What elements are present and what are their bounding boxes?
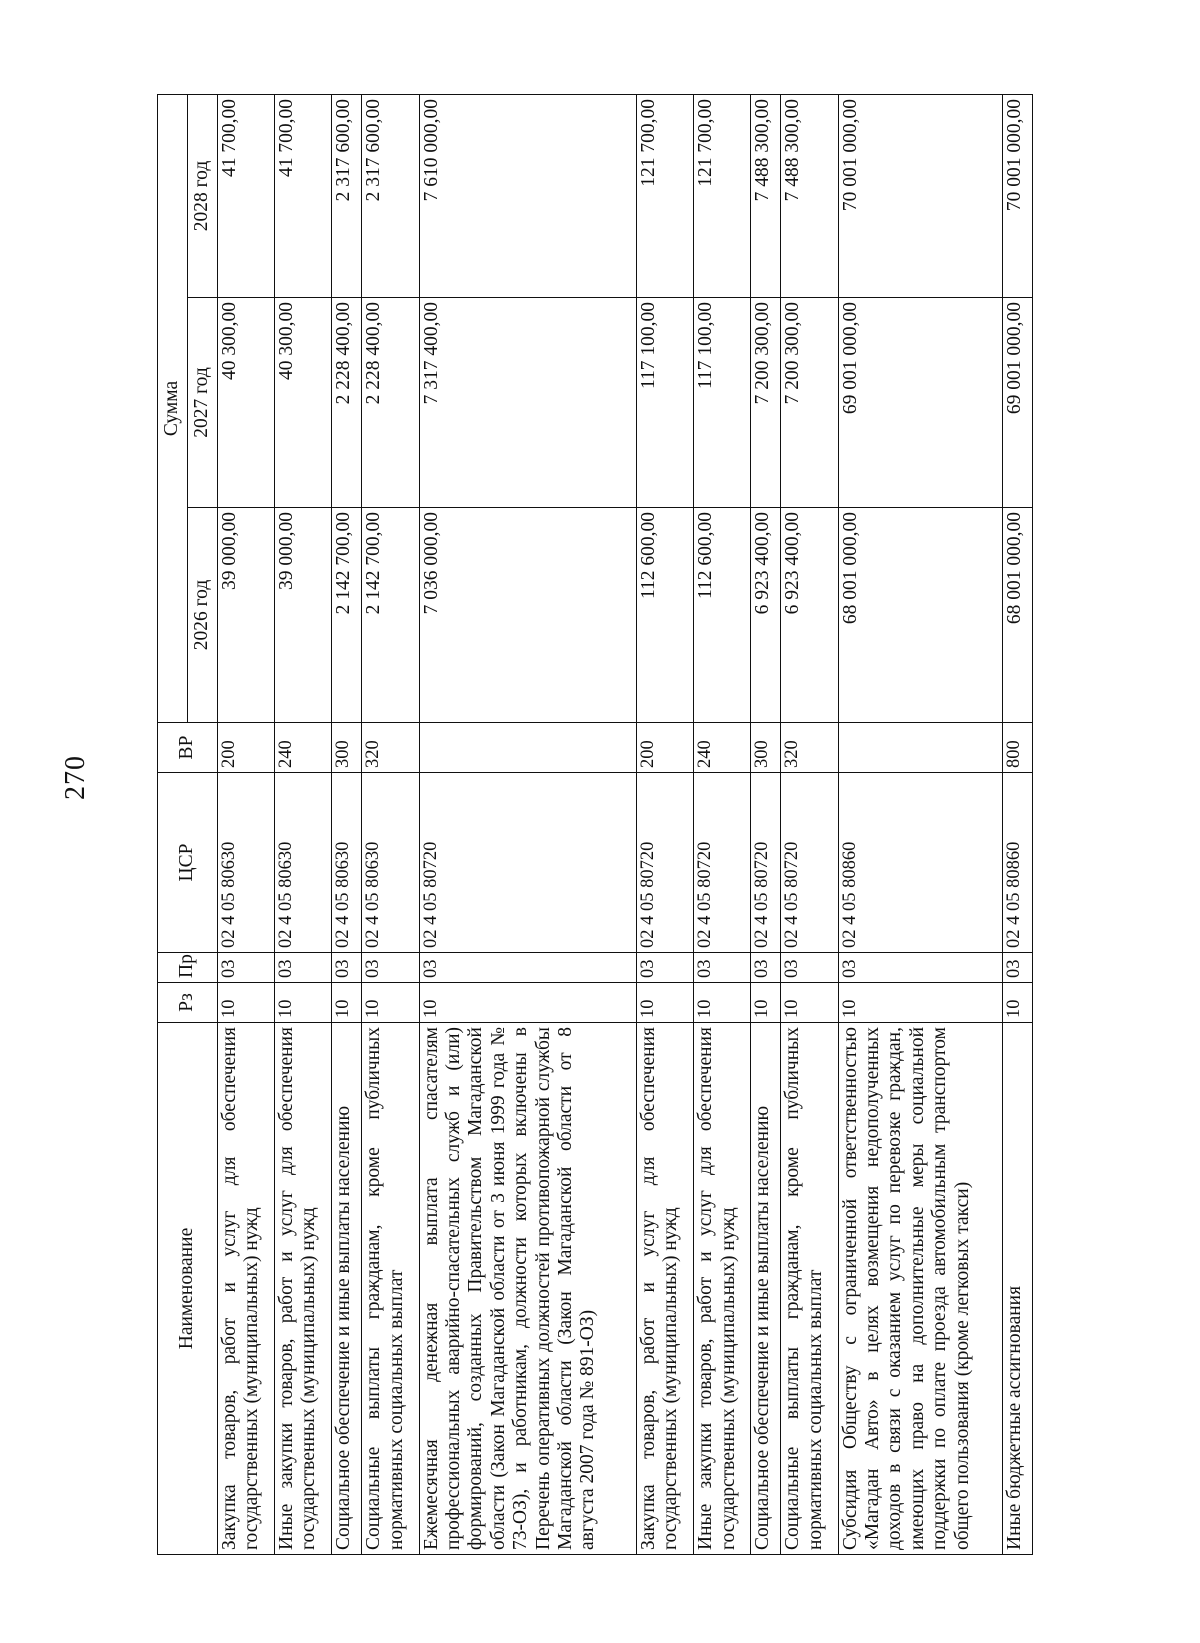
row-csr: 02 4 05 80860: [1002, 773, 1032, 953]
table-row: [637, 95, 694, 1555]
row-rz: 10: [1002, 983, 1032, 1023]
row-rz: 10: [218, 983, 275, 1023]
row-sum-2027: 40 300,00: [218, 298, 275, 508]
row-rz: 10: [781, 983, 838, 1023]
row-vr: [838, 723, 1002, 773]
row-vr: 300: [332, 723, 362, 773]
row-rz: 10: [694, 983, 751, 1023]
row-sum-2026: 68 001 000,00: [838, 508, 1002, 723]
row-vr: [419, 723, 637, 773]
row-sum-2028: 7 488 300,00: [781, 95, 838, 298]
rotated-table-container: [157, 95, 1033, 1555]
row-pr: 03: [751, 953, 781, 983]
row-csr: 02 4 05 80630: [332, 773, 362, 953]
row-pr: 03: [637, 953, 694, 983]
header-year-2026: 2026 год: [188, 508, 218, 723]
row-name: Социальные выплаты гражданам, кроме публичных нормативных социальных выплат: [781, 1023, 838, 1555]
table-row: [838, 95, 1002, 1555]
row-sum-2027: 117 100,00: [637, 298, 694, 508]
row-vr: 300: [751, 723, 781, 773]
row-name: Иные бюджетные ассигнования: [1002, 1023, 1032, 1555]
row-pr: 03: [781, 953, 838, 983]
row-vr: 320: [362, 723, 419, 773]
row-pr: 03: [218, 953, 275, 983]
table-row: [694, 95, 751, 1555]
row-pr: 03: [332, 953, 362, 983]
row-sum-2026: 6 923 400,00: [781, 508, 838, 723]
row-csr: 02 4 05 80720: [751, 773, 781, 953]
row-sum-2026: 2 142 700,00: [362, 508, 419, 723]
row-sum-2028: 121 700,00: [637, 95, 694, 298]
table-row: [362, 95, 419, 1555]
row-rz: 10: [362, 983, 419, 1023]
row-sum-2026: 68 001 000,00: [1002, 508, 1032, 723]
row-sum-2028: 70 001 000,00: [838, 95, 1002, 298]
row-rz: 10: [838, 983, 1002, 1023]
row-csr: 02 4 05 80720: [637, 773, 694, 953]
row-name: Закупка товаров, работ и услуг для обеспечения государственных (муниципальных) нужд: [637, 1023, 694, 1555]
table-row: [419, 95, 637, 1555]
row-rz: 10: [419, 983, 637, 1023]
row-sum-2026: 39 000,00: [218, 508, 275, 723]
row-sum-2026: 39 000,00: [275, 508, 332, 723]
row-rz: 10: [751, 983, 781, 1023]
row-sum-2026: 2 142 700,00: [332, 508, 362, 723]
header-year-2028: 2028 год: [188, 95, 218, 298]
header-csr: ЦСР: [158, 773, 218, 953]
row-sum-2027: 69 001 000,00: [1002, 298, 1032, 508]
row-pr: 03: [694, 953, 751, 983]
row-vr: 240: [275, 723, 332, 773]
row-sum-2028: 70 001 000,00: [1002, 95, 1032, 298]
row-sum-2026: 112 600,00: [694, 508, 751, 723]
row-vr: 240: [694, 723, 751, 773]
row-sum-2027: 117 100,00: [694, 298, 751, 508]
row-sum-2027: 2 228 400,00: [362, 298, 419, 508]
header-pr: Пр: [158, 953, 218, 983]
row-pr: 03: [362, 953, 419, 983]
header-rz: Рз: [158, 983, 218, 1023]
row-csr: 02 4 05 80630: [218, 773, 275, 953]
row-rz: 10: [332, 983, 362, 1023]
row-name: Ежемесячная денежная выплата спасателям профессиональных аварийно-спасательных служб и (или) формирований, созданных Правительством Магаданской области (Закон Магаданской области от 3 июня 1999 года № 73-ОЗ), и работникам, должности которых включены в Перечень оперативных должностей противопожарной службы Магаданской области (Закон Магаданской области от 8 августа 2007 года № 891-ОЗ): [419, 1023, 637, 1555]
row-vr: 200: [218, 723, 275, 773]
row-pr: 03: [275, 953, 332, 983]
table-row: [751, 95, 781, 1555]
row-rz: 10: [637, 983, 694, 1023]
row-name: Социальное обеспечение и иные выплаты населению: [751, 1023, 781, 1555]
row-csr: 02 4 05 80720: [694, 773, 751, 953]
row-sum-2028: 41 700,00: [218, 95, 275, 298]
row-name: Закупка товаров, работ и услуг для обеспечения государственных (муниципальных) нужд: [218, 1023, 275, 1555]
row-pr: 03: [838, 953, 1002, 983]
row-rz: 10: [275, 983, 332, 1023]
row-vr: 200: [637, 723, 694, 773]
row-vr: 800: [1002, 723, 1032, 773]
row-name: Иные закупки товаров, работ и услуг для обеспечения государственных (муниципальных) нужд: [694, 1023, 751, 1555]
header-vr: ВР: [158, 723, 218, 773]
row-name: Социальное обеспечение и иные выплаты населению: [332, 1023, 362, 1555]
row-vr: 320: [781, 723, 838, 773]
row-sum-2028: 121 700,00: [694, 95, 751, 298]
row-sum-2028: 2 317 600,00: [362, 95, 419, 298]
row-sum-2028: 2 317 600,00: [332, 95, 362, 298]
row-sum-2027: 69 001 000,00: [838, 298, 1002, 508]
row-pr: 03: [1002, 953, 1032, 983]
table-row: [1002, 95, 1032, 1555]
row-sum-2027: 7 200 300,00: [751, 298, 781, 508]
table-row: [275, 95, 332, 1555]
row-pr: 03: [419, 953, 637, 983]
table-row: [332, 95, 362, 1555]
row-name: Социальные выплаты гражданам, кроме публичных нормативных социальных выплат: [362, 1023, 419, 1555]
page-number: 270: [60, 755, 91, 800]
row-sum-2028: 41 700,00: [275, 95, 332, 298]
row-csr: 02 4 05 80630: [362, 773, 419, 953]
row-csr: 02 4 05 80720: [781, 773, 838, 953]
row-sum-2026: 112 600,00: [637, 508, 694, 723]
row-csr: 02 4 05 80860: [838, 773, 1002, 953]
row-sum-2028: 7 488 300,00: [751, 95, 781, 298]
header-name: Наименование: [158, 1023, 218, 1555]
row-sum-2027: 2 228 400,00: [332, 298, 362, 508]
row-sum-2026: 6 923 400,00: [751, 508, 781, 723]
row-sum-2028: 7 610 000,00: [419, 95, 637, 298]
row-name: Субсидия Обществу с ограниченной ответственностью «Магадан Авто» в целях возмещения недополученных доходов в связи с оказанием услуг по перевозке граждан, имеющих право на дополнительные меры социальной поддержки по оплате проезда автомобильным транспортом общего пользования (кроме легковых такси): [838, 1023, 1002, 1555]
header-year-2027: 2027 год: [188, 298, 218, 508]
row-sum-2026: 7 036 000,00: [419, 508, 637, 723]
budget-table: [157, 94, 1033, 1555]
row-sum-2027: 40 300,00: [275, 298, 332, 508]
row-sum-2027: 7 317 400,00: [419, 298, 637, 508]
row-csr: 02 4 05 80630: [275, 773, 332, 953]
row-csr: 02 4 05 80720: [419, 773, 637, 953]
header-sum: Сумма: [158, 95, 188, 723]
table-row: [781, 95, 838, 1555]
table-row: [218, 95, 275, 1555]
row-name: Иные закупки товаров, работ и услуг для обеспечения государственных (муниципальных) нужд: [275, 1023, 332, 1555]
row-sum-2027: 7 200 300,00: [781, 298, 838, 508]
